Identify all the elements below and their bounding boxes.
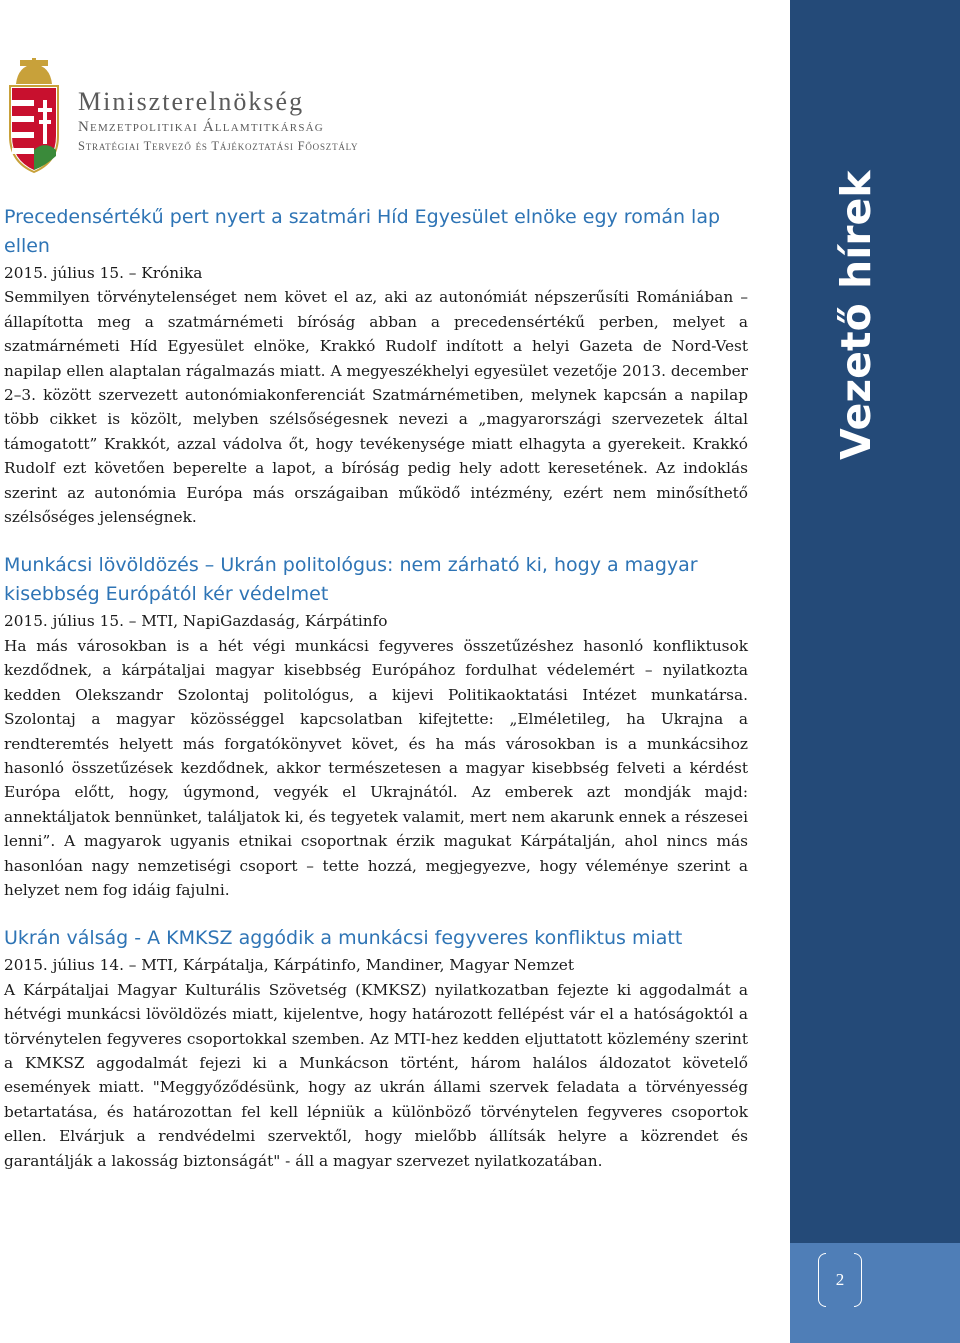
article <box>4 924 748 1173</box>
article-body: Ha más városokban is a hét végi munkácsi fegyveres összetűzéshez hasonló konfliktusok kezdődnek, a kárpátaljai magyar kisebbség Európához fordulhat védelemért – nyilatkozta kedden Olekszandr Szolontaj politológus, a kijevi Politikaoktatási Intézet munkatársa. Szolontaj a magyar közösséggel kapcsolatban kifejtette: „Elméletileg, ha Ukrajna a rendteremtés helyett más forgatókönyvet követ, és ha más városokban is a munkácsihoz hasonló összetűzések kezdődnek, akkor természetesen a magyar kisebbség felveti a kérdést Európa előtt, hogy, úgymond, vegyék el Ukrajnától. Az emberek azt mondják majd: annektáljatok bennünket, találjatok ki, és tegyetek valamit, mert nem akarunk ennek a részesei lenni”. A magyarok ugyanis etnikai csoportnak érzik magukat Kárpátalján, ahol nincs más hasonlóan nagy nemzetiségi csoport – tette hozzá, megjegyezve, hogy véleménye szerint a helyzet nem fog idáig fajulni. <box>4 636 748 899</box>
right-bracket-icon <box>854 1253 862 1307</box>
news-content <box>4 203 748 1195</box>
article-body: A Kárpátaljai Magyar Kulturális Szövetség (KMKSZ) nyilatkozatban fejezte ki aggodalmát a hétvégi munkácsi lövöldözés miatt, kijelentve, hogy határozott fellépést vár el a hatóságoktól a törvénytelen fegyveres csoportokkal szemben. Az MTI-hez kedden eljuttatott közlemény szerint a KMKSZ aggodalmát fejezi ki a Munkácson történt, három halálos áldozatot követelő események miatt. "Meggyőződésünk, hogy az ukrán állami szervek feladata a törvényesség betartatása, és határozottan fel kell lépniük a különböző törvénytelen fegyveres csoportok ellen. Elvárjuk a rendvédelmi szervektől, hogy mielőbb állítsák helyre a közrendet és garantálják a lakosság biztonságát" - áll a magyar szervezet nyilatkozatában. <box>4 980 748 1170</box>
article-title: Munkácsi lövöldözés – Ukrán politológus: nem zárható ki, hogy a magyar kisebbség Európától kér védelmet <box>4 554 698 606</box>
org-department: Nemzetpolitikai Államtitkárság <box>78 119 324 135</box>
org-division: Stratégiai Tervező és Tájékoztatási Főosztály <box>78 139 359 153</box>
sidebar: Vezető hírek <box>790 0 960 1243</box>
article <box>4 551 748 902</box>
org-name: Miniszterelnökség <box>78 87 305 116</box>
hungarian-coat-of-arms-logo <box>6 58 62 174</box>
article-meta: 2015. július 15. – MTI, NapiGazdaság, Kárpátinfo <box>4 612 388 631</box>
article-title: Ukrán válság - A KMKSZ aggódik a munkácsi fegyveres konfliktus miatt <box>4 927 683 950</box>
article-title: Precedensértékű pert nyert a szatmári Híd Egyesület elnöke egy román lap ellen <box>4 206 721 257</box>
article <box>4 203 748 529</box>
organization-header <box>78 88 358 154</box>
article-body: Semmilyen törvénytelenséget nem követ el az, aki az autonómiát népszerűsíti Romániában – állapította meg a szatmárnémeti bíróság abban a precedensértékű perben, melyet a szatmárnémeti Híd Egyesület elnöke, Krakkó Rudolf indított a helyi Gazeta de Nord-Vest napilap ellen alaptalan rágalmazás miatt. A megyeszékhelyi egyesület vezetője 2013. december 2–3. között szervezett autonómiakonferenciát Szatmárnémetiben, melynek kapcsán a napilap több cikket is közölt, melyben szélsőségesnek nevezi a „magyarországi szervezetek által támogatott” Krakkót, azzal vádolva őt, hogy tevékenysége miatt elhagyta a gyerekeit. Krakkó Rudolf ezt követően beperelte a lapot, a bíróság pedig hely adott keresetének. Az indoklás szerint az autonómia Európa más országaiban működő intézmény, ezért nem minősíthető szélsőséges jelenségnek. <box>4 288 748 527</box>
page-number-box <box>818 1253 862 1307</box>
left-bracket-icon <box>818 1253 826 1307</box>
article-meta: 2015. július 14. – MTI, Kárpátalja, Kárpátinfo, Mandiner, Magyar Nemzet <box>4 956 575 975</box>
article-meta: 2015. július 15. – Krónika <box>4 264 203 282</box>
page-footer <box>790 1243 960 1343</box>
page-number: 2 <box>835 1270 845 1289</box>
